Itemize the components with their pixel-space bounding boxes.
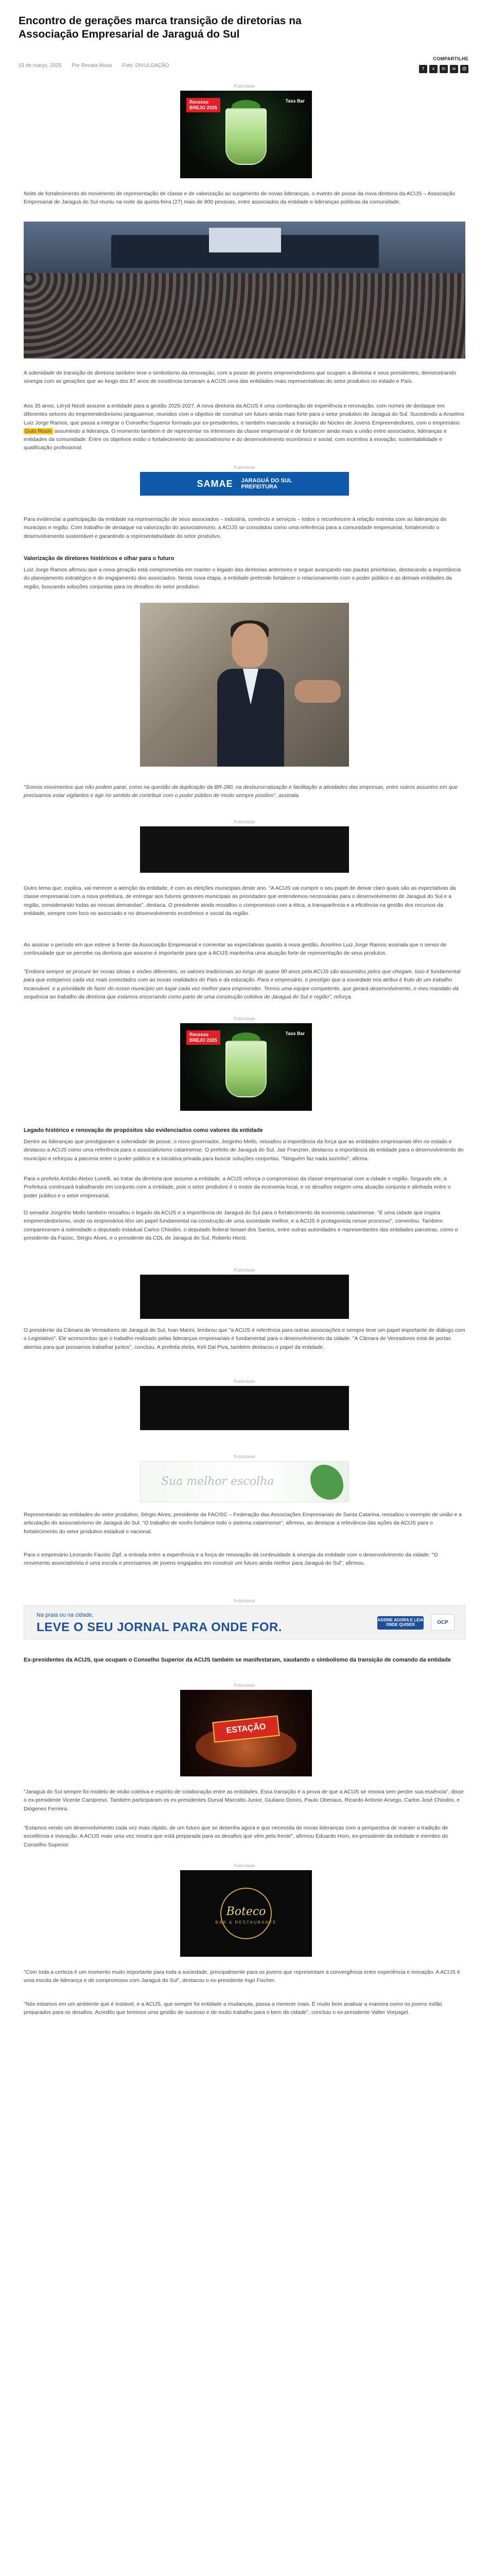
twitter-icon[interactable]: x — [429, 65, 438, 73]
paragraph-4: Para evidenciar a participação da entidade na representação de seus associados – indústria, comércio e serviços – todos o reconhecem à relação estreita com as lideranças do município e região. Com trabalho de destaque na valorização do associativismo, a ACIJS se consolidou como uma referência para a comunidade empresarial, fortalecendo o desenvolvimento sustentável e garantindo a representatividade do setor produtivo. — [24, 516, 447, 539]
paragraph-7: Ao assinar o período em que esteve à frente da Associação Empresarial e comentar as expectativas quanto à nova gestão, Anselmo Luiz Jorge Ramos assinala que o senso de continuidade que se percebe na diretoria que assume é importante para que a ACIJS mantenha uma atuação forte de representação de seus produtos. — [24, 942, 447, 957]
ad-label: Publicidade — [234, 1683, 255, 1688]
quote-2: "Embora sempre se procure ter novas ideias e visões diferentes, os valores tradicionais ao longo de quase 90 anos pela ACIJS são assumidos pelos que chegam. Isso é fundamental para que estejamos cada vez mais conectados com as novas realidades do País e da educação. Para o empresário, o prestígio que a sociedade nos atribui é fruto de um trabalho incansável, e a prioridade de fazer do nosso município um lugar cada vez melhor para empreender. Temos uma equipe competente, que gerará desenvolvimento, e meu mandato dá sequência ao trabalho da diretoria que estamos encerrando como parte de uma construção coletiva de Jaraguá do Sul e região", reforça. — [24, 969, 461, 1000]
page-title: Encontro de gerações marca transição de diretorias na Associação Empresarial de Jaraguá do Sul — [19, 15, 302, 41]
paragraph-15: "Estamos vendo um desenvolvimento cada vez mais rápido, de um futuro que se desenha agora e que necessita de novas lideranças com a perspectiva de manter a tradição de excelência e inovação. A ACIJS mais uma vez mostra que está preparada para os desafios que vêm pela frente", afirmou Eduardo Horn, ex-presidente da entidade e membro do Conselho Superior. — [24, 1825, 448, 1848]
boteco-name: Boteco — [226, 1905, 266, 1918]
boteco-ad-banner[interactable] — [180, 1870, 312, 1957]
article-date: 03 de março, 2025 — [19, 63, 62, 69]
banner-script-text: Sua melhor escolha — [161, 1475, 274, 1488]
samae-banner[interactable] — [140, 472, 349, 496]
ad-logo: Tass Bar — [285, 98, 305, 104]
plant-image — [310, 1465, 343, 1500]
paragraph-17: "Nós estamos em um ambiente que é instável, e a ACIJS, que sempre foi entidade a mudanças, passa a merecer mais. É muito bom analisar a maneira como os jovens estão preparados para os desafios. Acredito que teremos uma gestão de sucesso e de muito trabalho para o bem da cidade", concluiu o ex-presidente Valter Vorpagel. — [24, 2001, 442, 2016]
share-label: COMPARTILHE — [433, 56, 468, 61]
jornal-small-text: Na praia ou na cidade, — [37, 1612, 94, 1618]
subscribe-button[interactable]: ASSINE AGORA E LEIA ONDE QUISER — [377, 1616, 424, 1630]
ad-tag: Recesso BREJO 2025 — [186, 1030, 220, 1045]
audience — [24, 273, 465, 359]
samae-logo: SAMAE — [197, 478, 233, 489]
paragraph-13: Para o empresário Leonardo Fausto Zipf, a entrada entre a experiência e a força de renovação dá continuidade à sinergia da entidade com o desenvolvimento da cidade. "O movimento associativista é uma escola e precisamos de jovens engajados em construir um futuro ainda melhor para Jaraguá do Sul", afirmou. — [24, 1552, 438, 1567]
hand-figure — [294, 680, 341, 703]
share-box — [419, 56, 468, 73]
paragraph-1: Noite de fortalecimento do movimento de representação de classe e de valorização ao surgimento de novas lideranças, o evento de posse da nova diretoria da ACIJS – Associação Empresarial de Jaraguá do Sul reuniu na noite da quinta-feira (27) mais de 800 pessoas, entre associados da entidade e lideranças políticas da comunidade. — [24, 191, 456, 206]
samae-subtitle: JARAGUÁ DO SUL PREFEITURA — [241, 477, 292, 490]
ad-label: Publicidade — [234, 1454, 255, 1459]
linkedin-icon[interactable]: in — [440, 65, 448, 73]
estacao-logo: ESTAÇÃO — [212, 1715, 280, 1742]
ad-logo: Tass Bar — [285, 1031, 305, 1036]
paragraph-3: Aos 35 anos, Léryd Nicoli assume a entidade para a gestão 2025-2027. A nova diretoria da ACIJS é uma combinação de experiência e renovação, com nomes de destaque em diferentes setores do empreendedorismo jaraguaense, reunidos com o objetivo de construir um futuro ainda mais forte para o setor produtivo de Jaraguá do Sul. Sucedendo a Anselmo Luiz Jorge Ramos, que passa a integrar o Conselho Superior formado por ex-presidentes, e também marcando a transição do Núcleo de Jovens Empreendedores, com o empresário Guto Rosin assumindo a liderança. O momento também é de representar os interesses da classe empresarial e de fortalecer ainda mais a união entre associados, lideranças e entidades da comunidade. Entre os objetivos estão o fortalecimento do associativismo e do desenvolvimento econômico e social, com incentivo à inovação, sustentabilidade e qualificação profissional. — [24, 403, 464, 451]
boteco-subtitle: BAR & RESTAURANTE — [215, 1920, 277, 1925]
paragraph-2: A solenidade de transição de diretoria também teve o simbolismo da renovação, com a posse de jovens empreendedores que ocupam a diretoria e seus presidentes, demonstrando sinergia com as gerações que ao longo dos 87 anos de existência tornaram a ACIJS uma das entidades mais representativas do setor produtivo no estado e País. — [24, 370, 456, 385]
paragraph-10: O senador Jorginho Mello também ressaltou o legado da ACIJS e a importância de Jaraguá do Sul para o fortalecimento da economia catarinense. "É uma cidade que inspira empreendedorismo, onde os empresários têm um papel fundamental na construção de uma sociedade melhor, e a ACIJS é protagonista nesse processo", comentou. Também compareceram à solenidade o deputado estadual Carlos Chiodini, o deputado federal Ismael dos Santos, entre outras autoridades e representantes das entidades parceiras, como o presidente da Facisc, Sérgio Alves, e o presidente da CDL de Jaraguá do Sul, Roberto Horst. — [24, 1210, 458, 1241]
paragraph-6: Outro tema que, explica, vai merecer a atenção da entidade, é com as eleições municipais deste ano. "A ACIJS vai cumprir o seu papel de deixar claro quais são as expectativas da classe empresarial com a nova prefeitura, de entregar aos futuros gestores municipais as prioridades que entendemos necessárias para o desenvolvimento de Jaraguá do Sul e a região, considerando todas as nossas demandas", destaca. O presidente ainda ressaltou o compromisso com a ética, a transparência e a eficiência na gestão dos recursos da entidade, sempre com foco no associado e no desenvolvimento econômico e social da região. — [24, 885, 456, 917]
paragraph-9: Para o prefeito Antídio Aleixo Lunelli, ao tratar da diretoria que assume a entidade, a ACIJS reforça o compromisso da classe empresarial com a cidade e região. Segundo ele, a Prefeitura continuará trabalhando em conjunto com a entidade, pois o setor produtivo é o motor da economia local, e os desafios exigem uma atuação conjunta e alinhada entre o poder público e o setor empresarial. — [24, 1176, 451, 1199]
paragraph-12: Representando as entidades do setor produtivo, Sérgio Alves, presidente da FACISC – Federação das Associações Empresariais de Santa Catarina, ressaltou o exemplo de união e a articulação do associativismo de Jaraguá do Sul. "O trabalho de vocês fortalece todo o sistema catarinense", afirmou, ao destacar a relevância das ações da ACIJS para o fortalecimento do setor produtivo estadual e nacional. — [24, 1512, 462, 1535]
article-author: Por Renata Musa — [72, 63, 112, 69]
paragraph-11: O presidente da Câmara de Vereadores de Jaraguá do Sul, Ivan Marini, lembrou que "a ACIJS é referência para outras associações e sempre teve um papel importante de diálogo com o Legislativo". Ele acrescentou que o trabalho realizado pelas lideranças empresariais é fundamental para o desenvolvimento da cidade. "A Câmara de Vereadores está de portas abertas para que possamos trabalhar juntos", concluiu. A prefeita eleita, Keli Dal Piva, também destacou o papel da entidade. — [24, 1327, 465, 1350]
person-figure — [217, 623, 284, 767]
drink-ad-banner[interactable] — [180, 91, 312, 178]
email-icon[interactable]: @ — [460, 65, 468, 73]
share-icons — [419, 65, 468, 73]
estacao-ad-banner[interactable] — [180, 1690, 312, 1776]
ad-label: Publicidade — [234, 1599, 255, 1603]
ad-label: Publicidade — [234, 84, 255, 89]
quote-1: "Somos movimentos que não podem parar, como na questão da duplicação da BR-280, na desburocratização e facilitação a atividades das empresas, entre outros assuntos em que precisamos estar vigilantes e agir no sentido de contribuir com o poder público de modo sempre positivo", assinala. — [24, 784, 458, 799]
section-subhead-2: Legado histórico e renovação de propósitos são evidenciados como valores da entidade — [24, 1127, 263, 1133]
ad-label: Publicidade — [234, 1016, 255, 1021]
ad-tag: Recesso BREJO 2025 — [186, 98, 220, 112]
article-meta — [19, 62, 169, 70]
jornal-banner[interactable] — [24, 1605, 465, 1639]
ad-label: Publicidade — [234, 465, 255, 470]
drink-glass-image — [225, 1041, 267, 1097]
portrait-photo — [140, 603, 349, 767]
paragraph-5: Luiz Jorge Ramos afirmou que a nova geração está comprometida em manter o legado das diretorias anteriores e seguir avançando nas pautas prioritárias, destacando a importância do planejamento estratégico e do engajamento dos associados. Nesta nova etapa, a entidade pretende fortalecer o relacionamento com o poder público e as demais entidades da região, buscando soluções conjuntas para os desafios do setor produtivo. — [24, 567, 461, 590]
jornal-logo: OCP — [431, 1614, 455, 1631]
ad-label: Publicidade — [234, 1379, 255, 1384]
whatsapp-icon[interactable]: w — [450, 65, 458, 73]
section-subhead-3: Ex-presidentes da ACIJS, que ocupam o Conselho Superior da ACIJS também se manifestaram, saudando o simbolismo da transição de comando da entidade — [24, 1657, 451, 1663]
ad-label: Publicidade — [234, 820, 255, 824]
highlighted-name[interactable]: Guto Rosin — [25, 428, 52, 434]
photo-credit: Foto: DIVULGAÇÃO — [122, 63, 169, 69]
jornal-headline: LEVE O SEU JORNAL PARA ONDE FOR. — [37, 1620, 282, 1634]
dark-ad-banner[interactable] — [140, 1275, 349, 1319]
paragraph-8: Dentre as lideranças que prestigiaram a solenidade de posse, o novo governador, Jorginho Mello, ressaltou a importância da força que as entidades empresariais têm no estado e destacou a ACIJS como uma referência para o associativismo catarinense. O prefeito de Jaraguá do Sul, Jair Franzner, destacou a importância da entidade para o desenvolvimento do município e reforçou a parceria entre o poder público e a iniciativa privada para buscar soluções conjuntas. "Ninguém faz nada sozinho", afirma. — [24, 1139, 464, 1162]
video-placeholder[interactable] — [140, 826, 349, 873]
facebook-icon[interactable]: f — [419, 65, 427, 73]
paragraph-16: "Com toda a certeza é um momento muito importante para toda a sociedade, principalmente para os jovens que representam a convergência entre experiência e inovação. A ACIJS é uma escola de liderança e de compromisso com Jaraguá do Sul", destacou o ex-presidente Ingo Fischer. — [24, 1969, 460, 1984]
auditorium-photo — [24, 222, 465, 359]
ad-label: Publicidade — [234, 1268, 255, 1273]
drink-glass-image — [225, 108, 267, 165]
stage-screen — [209, 228, 281, 252]
signature-banner[interactable] — [140, 1461, 349, 1502]
dark-ad-banner-2[interactable] — [140, 1386, 349, 1430]
drink-ad-banner-2[interactable] — [180, 1023, 312, 1111]
ad-label: Publicidade — [234, 1863, 255, 1868]
paragraph-14: "Jaraguá do Sul sempre foi modelo de visão coletiva e espírito de colaboração entre as entidades. Essa transição é a prova de que a ACIJS se renova sem perder sua essência", disse o ex-presidente Vicente Caropreso. Também participaram os ex-presidentes Durval Marcatto Junior, Giuliano Donini, Paulo Obenaus, Ricardo Antonio Arsego, Carlos José Chiodini, e Diógenes Ferreira. — [24, 1789, 464, 1812]
section-subhead-1: Valorização de diretores históricos e olhar para o futuro — [24, 555, 174, 562]
